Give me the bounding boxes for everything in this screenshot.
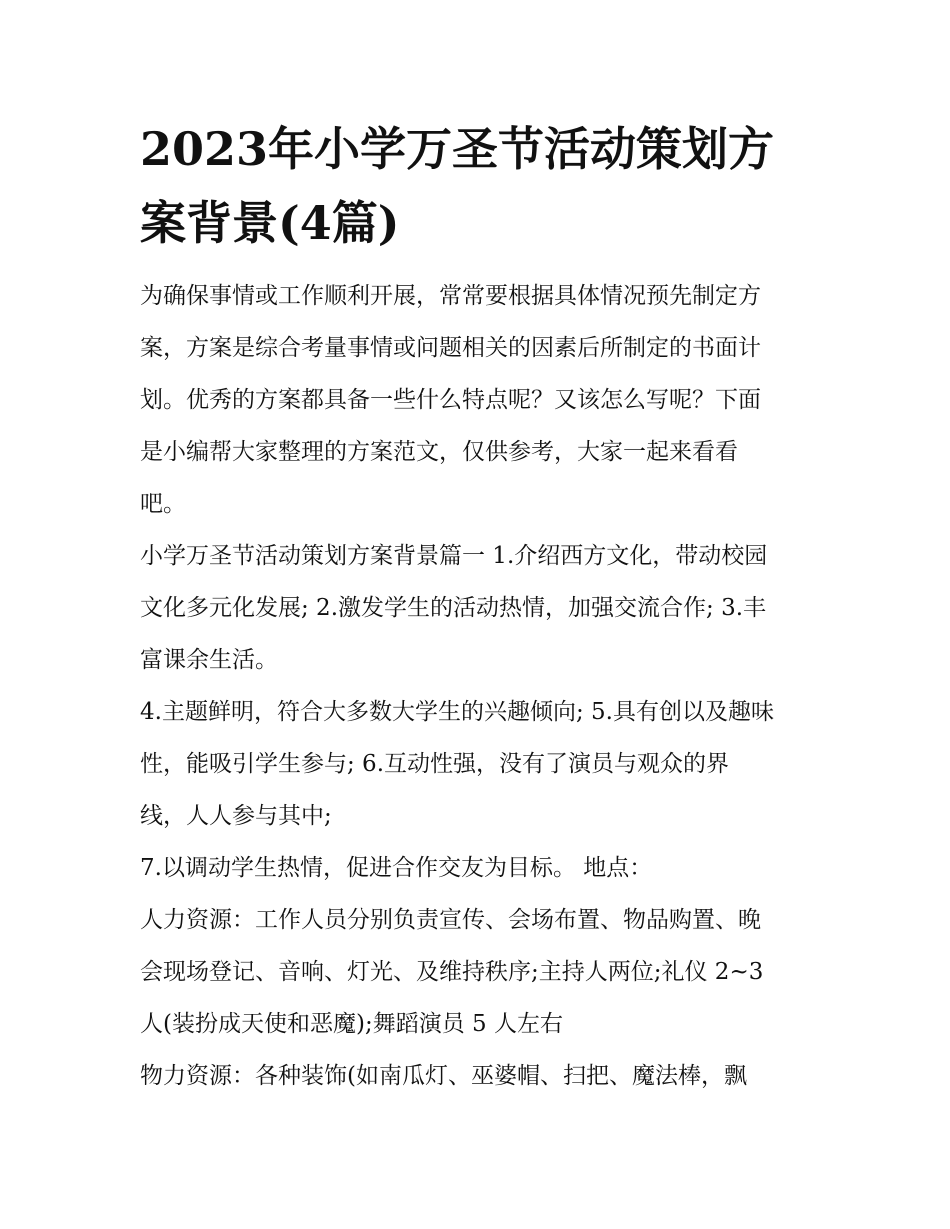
material-resources-paragraph: [140, 1050, 820, 1102]
title-line: 案背景(4篇): [140, 196, 400, 250]
text-line: 富课余生活。: [140, 647, 278, 673]
text-line: 吧。: [140, 491, 186, 517]
text-line: 是小编帮大家整理的方案范文，仅供参考，大家一起来看看: [140, 439, 738, 465]
title-line: 2023年小学万圣节活动策划方: [140, 122, 775, 176]
text-line: 案，方案是综合考量事情或问题相关的因素后所制定的书面计: [140, 335, 761, 361]
text-line: 为确保事情或工作顺利开展，常常要根据具体情况预先制定方: [140, 283, 761, 309]
intro-paragraph: [140, 270, 820, 530]
goals-paragraph: [140, 530, 820, 686]
text-line: 4.主题鲜明，符合大多数大学生的兴趣倾向; 5.具有创以及趣味: [140, 699, 774, 725]
document-page: [140, 112, 820, 1102]
features-paragraph: [140, 686, 820, 842]
text-line: 划。优秀的方案都具备一些什么特点呢？又该怎么写呢？下面: [140, 387, 761, 413]
text-line: 小学万圣节活动策划方案背景篇一 1.介绍西方文化，带动校园: [140, 543, 768, 569]
text-line: 性，能吸引学生参与; 6.互动性强，没有了演员与观众的界: [140, 751, 730, 777]
text-line: 文化多元化发展; 2.激发学生的活动热情，加强交流合作; 3.丰: [140, 595, 767, 621]
text-line: 7.以调动学生热情，促进合作交友为目标。 地点：: [140, 855, 653, 881]
location-paragraph: [140, 842, 820, 894]
text-line: 人力资源：工作人员分别负责宣传、会场布置、物品购置、晚: [140, 907, 761, 933]
text-line: 会现场登记、音响、灯光、及维持秩序;主持人两位;礼仪 2~3: [140, 959, 764, 985]
text-line: 物力资源：各种装饰(如南瓜灯、巫婆帽、扫把、魔法棒，飘: [140, 1063, 747, 1089]
text-line: 人(装扮成天使和恶魔);舞蹈演员 5 人左右: [140, 1011, 563, 1037]
text-line: 线，人人参与其中;: [140, 803, 332, 829]
document-title: [140, 112, 820, 260]
human-resources-paragraph: [140, 894, 820, 1050]
